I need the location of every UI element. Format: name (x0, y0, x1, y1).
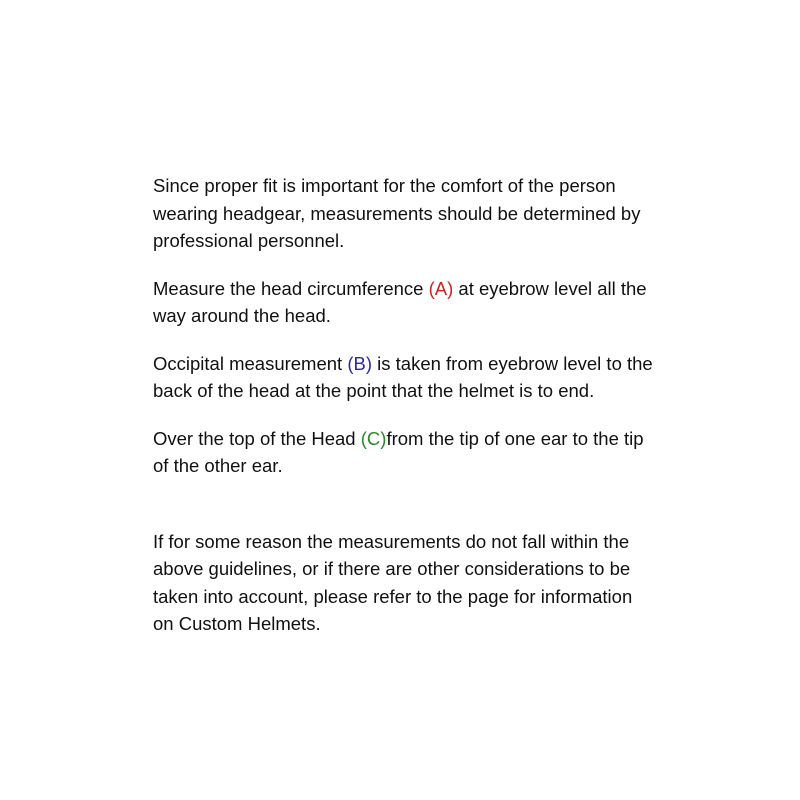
circumference-paragraph (153, 275, 653, 330)
occipital-text-after: is taken from eyebrow level to the back of the head at the point that the helmet is to end. (153, 352, 653, 401)
occipital-paragraph (153, 350, 653, 405)
circumference-text-after: at eyebrow level all the way around the head. (153, 277, 647, 326)
intro-paragraph: Since proper fit is important for the comfort of the person wearing headgear, measurements should be determined by professional personnel. (153, 175, 641, 251)
circumference-text-before: Measure the head circumference (153, 277, 429, 299)
over-top-text-before: Over the top of the Head (153, 427, 361, 449)
instructions-text (153, 172, 653, 658)
label-a: (A) (428, 277, 454, 299)
label-c: (C) (360, 427, 387, 449)
over-top-text-after: from the tip of one ear to the tip of the other ear. (153, 427, 644, 476)
custom-helmets-paragraph: If for some reason the measurements do not fall within the above guidelines, or if there are other considerations to be taken into account, please refer to the page for information on Custom Helmets. (153, 530, 633, 634)
over-top-paragraph (153, 425, 653, 480)
label-b: (B) (347, 352, 372, 374)
occipital-text-before: Occipital measurement (153, 352, 348, 374)
